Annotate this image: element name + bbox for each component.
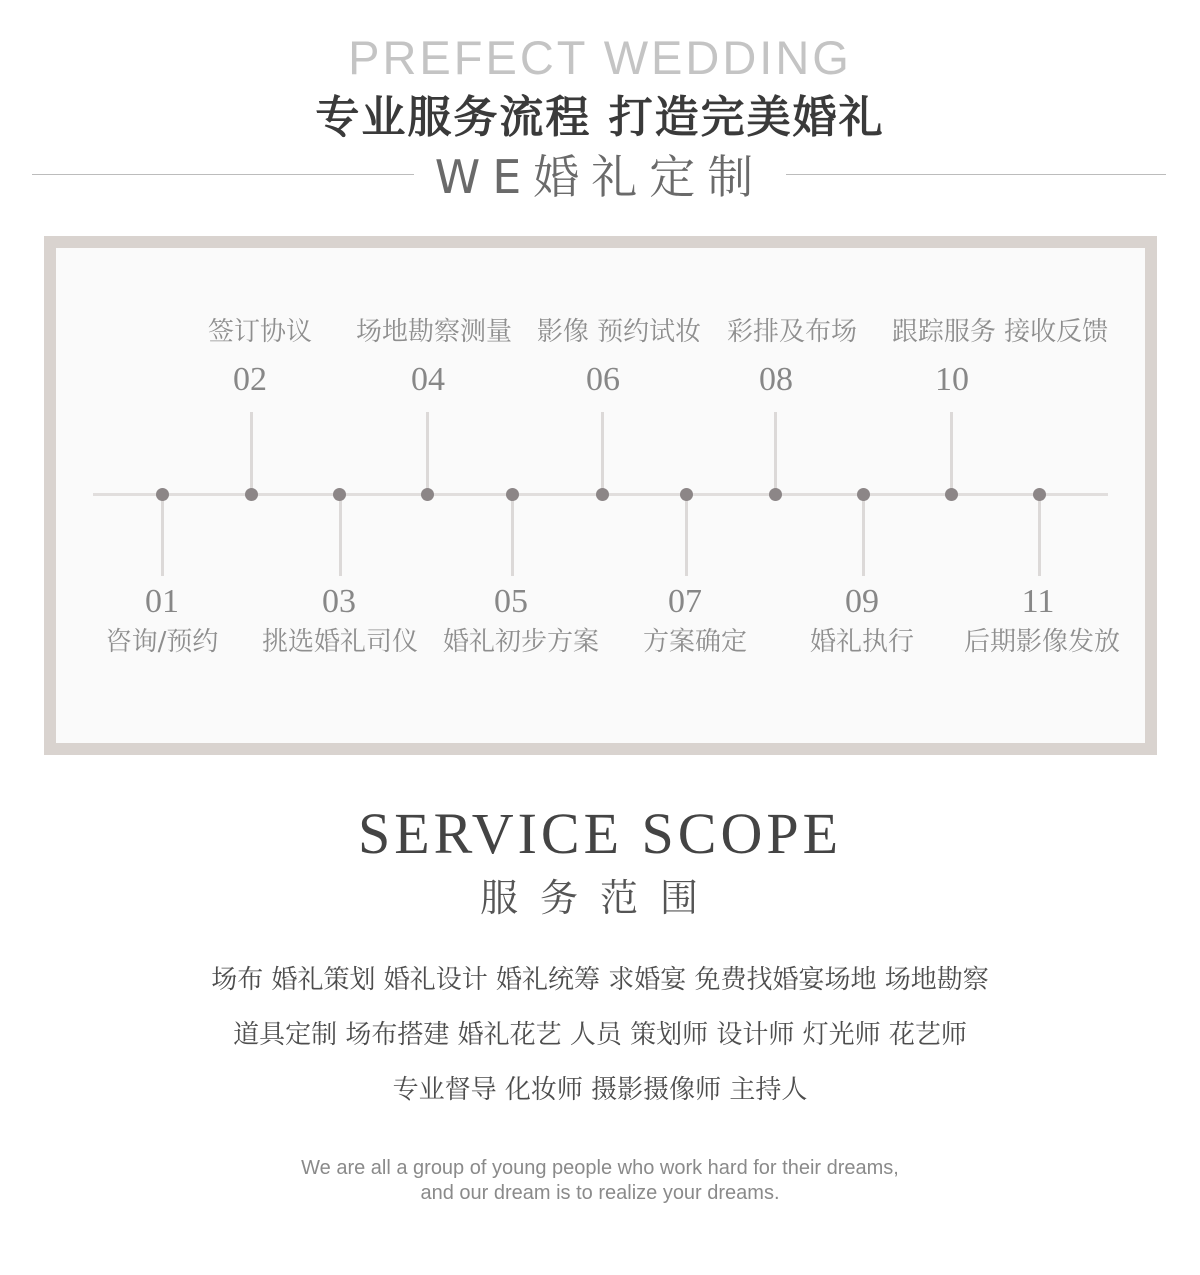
step-label: 彩排及布场 — [726, 317, 857, 347]
step-number: 01 — [145, 583, 179, 620]
step-number: 04 — [411, 361, 445, 398]
step-number: 07 — [668, 583, 702, 620]
timeline-stem — [339, 500, 342, 576]
timeline-stem — [426, 412, 429, 492]
timeline-stem — [161, 500, 164, 576]
timeline-stem — [511, 500, 514, 576]
step-number: 03 — [322, 583, 356, 620]
step-number: 09 — [845, 583, 879, 620]
timeline-dot — [680, 488, 693, 501]
service-line: 场布 婚礼策划 婚礼设计 婚礼统筹 求婚宴 免费找婚宴场地 场地勘察 — [211, 965, 989, 995]
timeline-stem — [950, 412, 953, 492]
eyebrow-title: PREFECT WEDDING — [348, 31, 852, 84]
step-number: 05 — [494, 583, 528, 620]
timeline-stem — [250, 412, 253, 492]
timeline-dot — [333, 488, 346, 501]
timeline-stem — [601, 412, 604, 492]
timeline-dot — [156, 488, 169, 501]
step-label: 后期影像发放 — [963, 627, 1120, 657]
tagline-line2: and our dream is to realize your dreams. — [420, 1182, 780, 1204]
timeline-dot — [421, 488, 434, 501]
tagline-line1: We are all a group of young people who work hard for their dreams, — [301, 1157, 899, 1179]
service-line: 专业督导 化妆师 摄影摄像师 主持人 — [392, 1075, 808, 1105]
timeline-dot — [506, 488, 519, 501]
timeline-stem — [685, 500, 688, 576]
step-number: 08 — [759, 361, 793, 398]
timeline-dot — [945, 488, 958, 501]
step-label: 咨询/预约 — [105, 627, 219, 657]
timeline-stem — [862, 500, 865, 576]
timeline-dot — [1033, 488, 1046, 501]
step-label: 跟踪服务 接收反馈 — [891, 317, 1109, 347]
headline: 专业服务流程 打造完美婚礼 — [315, 92, 885, 143]
divider-right — [786, 174, 1166, 175]
timeline-dot — [769, 488, 782, 501]
step-label: 婚礼执行 — [809, 627, 914, 657]
brand-name: WE婚礼定制 — [434, 150, 766, 204]
step-label: 方案确定 — [642, 627, 747, 657]
step-number: 06 — [586, 361, 620, 398]
service-title: SERVICE SCOPE — [357, 801, 843, 866]
step-label: 婚礼初步方案 — [442, 627, 599, 657]
step-label: 影像 预约试妆 — [536, 317, 702, 347]
timeline-stem — [1038, 500, 1041, 576]
step-number: 10 — [935, 361, 969, 398]
step-number: 02 — [233, 361, 267, 398]
timeline-dot — [596, 488, 609, 501]
timeline-stem — [774, 412, 777, 492]
step-label: 签订协议 — [207, 317, 312, 347]
step-label: 挑选婚礼司仪 — [261, 627, 418, 657]
timeline-dot — [857, 488, 870, 501]
service-line: 道具定制 场布搭建 婚礼花艺 人员 策划师 设计师 灯光师 花艺师 — [233, 1020, 967, 1050]
step-number: 11 — [1021, 583, 1055, 620]
service-subtitle: 服务范围 — [479, 876, 720, 920]
timeline-dot — [245, 488, 258, 501]
divider-left — [32, 174, 414, 175]
step-label: 场地勘察测量 — [355, 317, 512, 347]
